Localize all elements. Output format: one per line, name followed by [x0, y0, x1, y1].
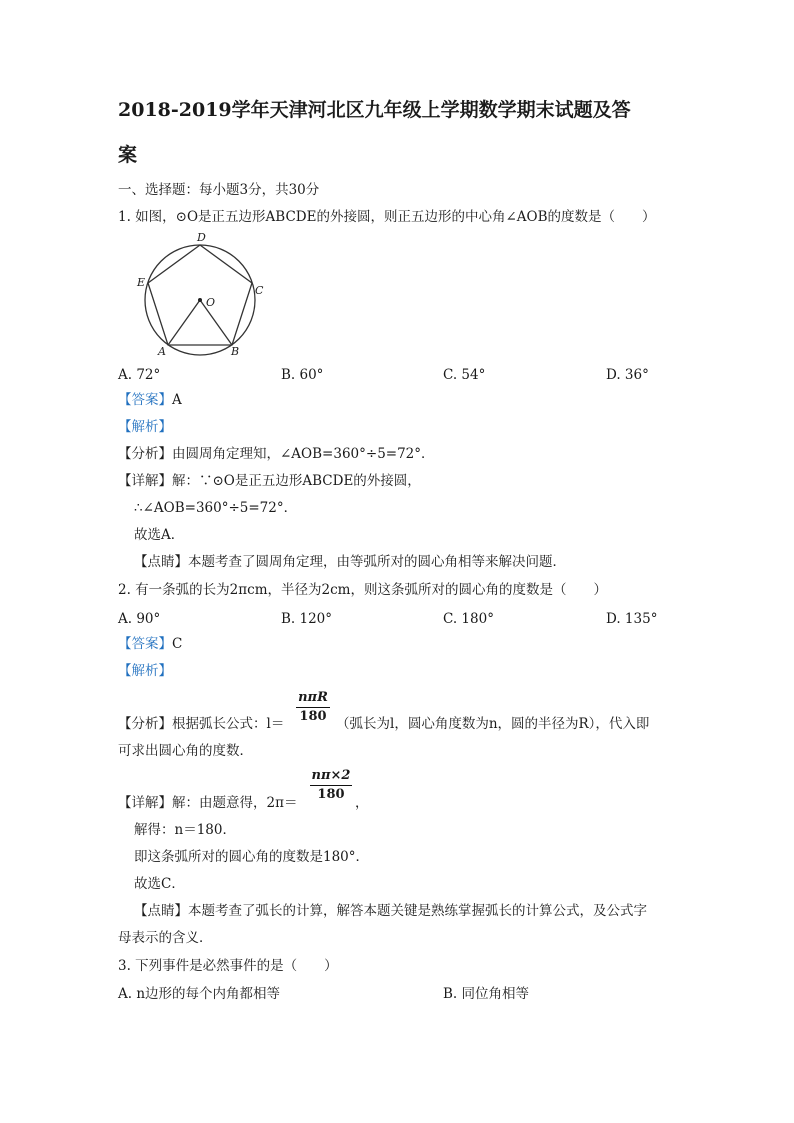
q3-option-a: A. n边形的每个内角都相等: [118, 986, 281, 1002]
q2-option-c: C. 180°: [443, 611, 494, 627]
q1-xiangjie-line: [118, 471, 421, 491]
label-a: A: [158, 345, 166, 358]
q3-stem: 3. 下列事件是必然事件的是（ ）: [118, 958, 338, 974]
answer-tag: 【答案】: [118, 392, 172, 408]
fraction-denominator: 180: [317, 787, 345, 802]
label-e: E: [137, 276, 146, 289]
q2-dianjing-line: [134, 901, 647, 921]
label-o: O: [206, 296, 216, 309]
fraction-arc-length: [296, 690, 330, 725]
q1-option-d: D. 36°: [606, 367, 649, 383]
q2-option-b: B. 120°: [281, 611, 333, 627]
q2-answer: C: [172, 636, 183, 652]
q2-dianjing: 本题考查了弧长的计算，解答本题关键是熟练掌握弧长的计算公式，及公式字: [188, 903, 647, 919]
q1-xiangjie: 解：∵⊙O是正五边形ABCDE的外接圆，: [172, 473, 421, 489]
fraction-numerator: nπR: [298, 690, 328, 705]
q1-answer-line: [118, 390, 182, 410]
center-point: [198, 298, 202, 302]
q1-fenxi: 由圆周角定理知，∠AOB=360°÷5=72°．: [172, 446, 435, 462]
q2-step3: 故选C．: [134, 876, 185, 892]
page-title: 2018-2019学年天津河北区九年级上学期数学期末试题及答: [118, 99, 631, 121]
q2-option-a: A. 90°: [118, 611, 161, 627]
fraction-bar: [296, 707, 330, 708]
q1-stem: 1. 如图，⊙O是正五边形ABCDE的外接圆，则正五边形的中心角∠AOB的度数是（ ）: [118, 209, 656, 225]
q2-xiangjie-post: ，: [355, 795, 369, 811]
q1-dianjing: 本题考查了圆周角定理，由等弧所对的圆心角相等来解决问题．: [188, 554, 566, 570]
fenxi-tag: 【分析】: [118, 446, 172, 462]
segment-ob: [200, 300, 232, 345]
xiangjie-tag: 【详解】: [118, 473, 172, 489]
dianjing-tag: 【点睛】: [134, 903, 188, 919]
q2-fenxi-line2: 可求出圆心角的度数．: [118, 743, 253, 759]
q1-option-b: B. 60°: [281, 367, 324, 383]
q1-fenxi-line: [118, 444, 435, 464]
fraction-numerator: nπ×2: [311, 768, 351, 783]
q2-step2: 即这条弧所对的圆心角的度数是180°．: [134, 849, 370, 865]
label-d: D: [197, 231, 206, 244]
q2-option-d: D. 135°: [606, 611, 658, 627]
q1-option-c: C. 54°: [443, 367, 486, 383]
q1-step1: ∴∠AOB=360°÷5=72°．: [134, 500, 298, 516]
label-b: B: [231, 345, 240, 358]
fraction-bar: [310, 785, 352, 786]
label-c: C: [255, 284, 264, 297]
q2-stem: 2. 有一条弧的长为2πcm，半径为2cm，则这条弧所对的圆心角的度数是（ ）: [118, 582, 607, 598]
page-title-continued: 案: [118, 144, 138, 166]
fraction-equation: [310, 768, 352, 803]
pentagon: [148, 245, 252, 345]
fraction-denominator: 180: [299, 709, 327, 724]
q2-step1: 解得：n＝180．: [134, 822, 236, 838]
xiangjie-tag: 【详解】: [118, 795, 172, 811]
q1-option-a: A. 72°: [118, 367, 161, 383]
q1-analysis-tag: 【解析】: [118, 419, 172, 435]
dianjing-tag: 【点睛】: [134, 554, 188, 570]
answer-tag: 【答案】: [118, 636, 172, 652]
fenxi-tag: 【分析】: [118, 716, 172, 732]
q2-dianjing-line2: 母表示的含义．: [118, 930, 213, 946]
q2-fenxi-pre-text: 根据弧长公式：l＝: [172, 716, 285, 732]
section-heading: 一、选择题：每小题3分，共30分: [118, 182, 320, 198]
segment-oa: [168, 300, 200, 345]
q1-dianjing-line: [134, 552, 566, 572]
q3-option-b: B. 同位角相等: [443, 986, 530, 1002]
q2-xiangjie-pre-text: 解：由题意得，2π＝: [172, 795, 298, 811]
q2-analysis-tag: 【解析】: [118, 663, 172, 679]
q2-xiangjie-pre: [118, 793, 297, 813]
q2-fenxi-pre: [118, 714, 284, 734]
q2-answer-line: [118, 634, 182, 654]
q1-step2: 故选A．: [134, 527, 185, 543]
pentagon-circle-figure: [134, 228, 270, 358]
q1-answer: A: [172, 392, 182, 408]
q2-fenxi-post: （弧长为l，圆心角度数为n，圆的半径为R），代入即: [336, 716, 650, 732]
